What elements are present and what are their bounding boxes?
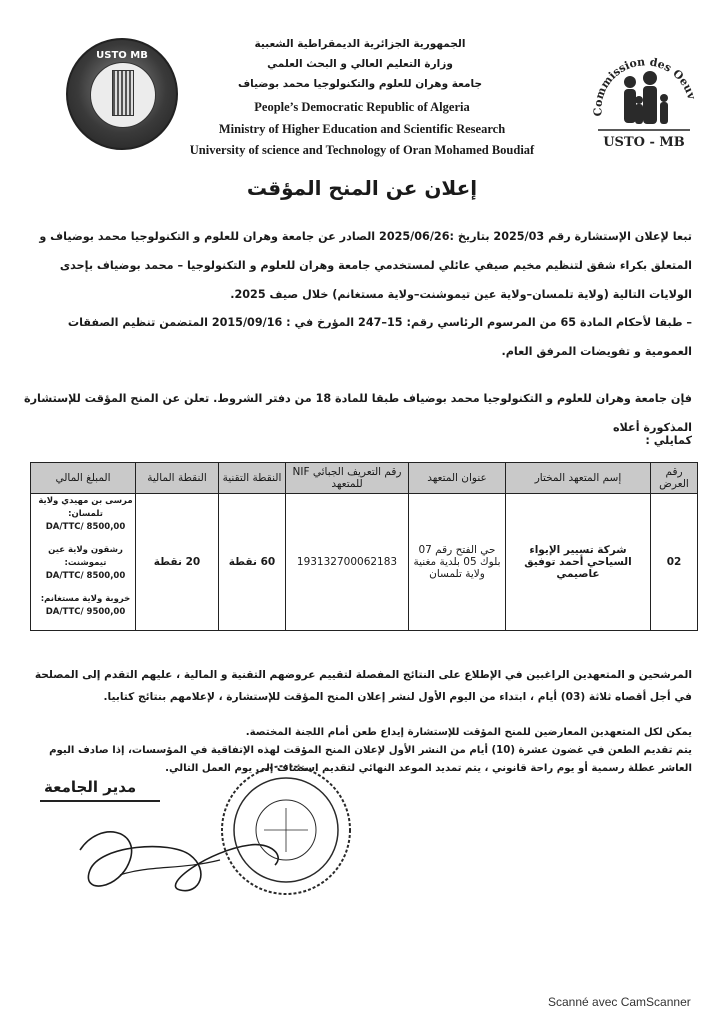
col-amount: المبلغ المالي xyxy=(31,463,136,494)
announcement-paragraph: فإن جامعة وهران للعلوم و التكنولوجيا محمد بوضياف طبقا للمادة 18 من دفتر الشروط. تعلن عن المنح المؤقت للإستشارة المذكورة أعلاه xyxy=(23,392,692,434)
header-ar-line2: وزارة التعليم العالي و البحث العلمي xyxy=(267,58,453,70)
col-tech-score: النقطة التقنية xyxy=(219,463,286,494)
intro-paragraph: تبعا لإعلان الإستشارة رقم 2025/03 بتاريخ :2025/06/26 الصادر عن جامعة وهران للعلوم و التكنولوجيا محمد بوضياف و المتعلق بكراء شقق لتنظيم مخيم صيفي عائلي لمستخدمي جامعة وهران للعلوم و التكنولوجيا – محمد بوضياف بإحدى الولايات التالية (ولاية تلمسان–ولاية عين تيموشنت–ولاية مستغانم) خلال صيف 2025. xyxy=(39,230,692,301)
as-follows-label: كمايلي : xyxy=(645,434,692,447)
appeal-deadline-notice: يتم تقديم الطعن في غضون عشرة (10) أيام من النشر الأول لإعلان المنح المؤقت لهذه الإتفاقية في المؤسسات، إذا صادف اليوم العاشر عطلة رسمية أو يوم راحة قانوني ، يتم تمديد الموعد النهائي لتقديم استئناف إلى يوم العمل التالي. xyxy=(49,745,692,774)
amount-cell xyxy=(31,494,136,631)
amount-item: مرسى بن مهيدي ولاية تلمسان: DA/TTC/ 8500,00 xyxy=(38,496,133,532)
offer-no-cell: 02 xyxy=(651,494,698,631)
header-en-line2: Ministry of Higher Education and Scientific Research xyxy=(218,122,506,136)
award-table xyxy=(30,462,698,631)
table-header-row xyxy=(31,463,698,494)
page-title: إعلان عن المنح المؤقت xyxy=(246,176,478,200)
col-nif: رقم التعريف الجبائي NIF للمتعهد xyxy=(286,463,409,494)
tech-score-cell: 60 نقطة xyxy=(219,494,286,631)
nif-cell: 193132700062183 xyxy=(286,494,409,631)
scanner-watermark: Scanné avec CamScanner xyxy=(548,995,691,1009)
col-offer-no: رقم العرض xyxy=(651,463,698,494)
amount-item: رشقون ولاية عين تيموشنت: DA/TTC/ 8500,00 xyxy=(45,545,126,581)
logo-ring-text: Commission des Oeuv xyxy=(591,55,699,117)
social-commission-logo xyxy=(584,38,704,156)
header-en-line1: People’s Democratic Republic of Algeria xyxy=(254,100,470,114)
signatory-title: مدير الجامعة xyxy=(44,778,137,796)
appeal-notice: يمكن لكل المتعهدين المعارضين للمنح المؤقت للإستشارة إيداع طعن أمام اللجنة المختصة. xyxy=(245,727,692,738)
col-fin-score: النقطة المالية xyxy=(136,463,219,494)
logo-bottom-text: USTO - MB xyxy=(603,135,685,150)
tower-icon xyxy=(112,70,134,116)
header-ar-line1: الجمهورية الجزائرية الديمقراطية الشعبية xyxy=(254,38,466,50)
bidder-cell: شركة تسيير الإيواء السياحي أحمد توفيق عاصيمي xyxy=(506,494,651,631)
fin-score-cell: 20 نقطة xyxy=(136,494,219,631)
university-stamp xyxy=(216,760,356,900)
table-row xyxy=(31,494,698,631)
amount-item: خروبة ولاية مستغانم: DA/TTC/ 9500,00 xyxy=(40,594,131,617)
address-cell: حي الفتح رقم 07 بلوك 05 بلدية مغنية ولاية تلمسان xyxy=(409,494,506,631)
logo-text: USTO MB xyxy=(96,50,148,61)
header-ar-line3: جامعة وهران للعلوم والتكنولوجيا محمد بوضياف xyxy=(237,78,483,90)
col-bidder: إسم المتعهد المختار xyxy=(506,463,651,494)
legal-paragraph: – طبقا لأحكام المادة 65 من المرسوم الرئاسي رقم: 15–247 المؤرخ في : 2015/09/16 المتضمن تنظيم الصفقات العمومية و تفويضات المرفق العام. xyxy=(67,316,692,358)
header-en-line3: University of science and Technology of Oran Mohamed Boudiaf xyxy=(189,143,535,157)
results-notice: المرشحين و المتعهدين الراغبين في الإطلاع على النتائج المفصلة لتقييم عروضهم التقنية و المالية ، عليهم التقدم إلى المصلحة في أجل أقصاه ثلاثة (03) أيام ، ابتداء من اليوم الأول لنشر إعلان المنح المؤقت للإستشارة ، لإعلامهم بنتائج كتابيا. xyxy=(34,669,692,703)
col-address: عنوان المتعهد xyxy=(409,463,506,494)
